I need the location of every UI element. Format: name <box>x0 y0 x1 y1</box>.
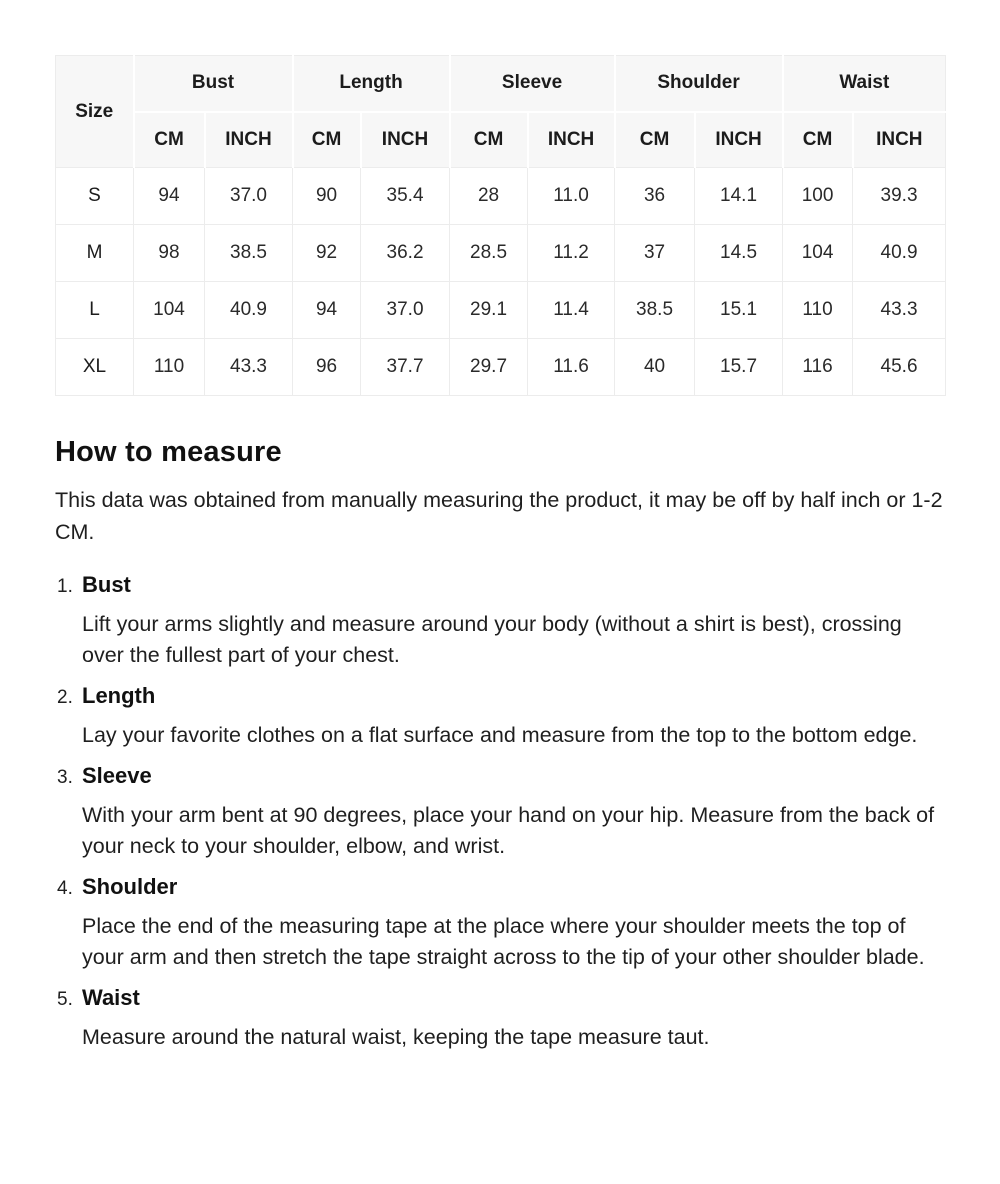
unit-header-shoulder-cm: CM <box>615 112 695 168</box>
measurement-cell: 100 <box>783 168 853 225</box>
measure-intro-text: This data was obtained from manually measuring the product, it may be off by half inch or 1-2 CM. <box>55 488 943 544</box>
measurement-cell: 29.1 <box>450 282 528 339</box>
size-label: M <box>56 225 134 282</box>
measurement-cell: 37 <box>615 225 695 282</box>
unit-header-length-inch: INCH <box>361 112 450 168</box>
column-header-bust: Bust <box>134 56 293 112</box>
measurement-cell: 15.1 <box>695 282 783 339</box>
list-item-shoulder <box>55 874 945 973</box>
size-chart-table <box>55 55 946 396</box>
measurement-cell: 15.7 <box>695 339 783 396</box>
measurement-cell: 28.5 <box>450 225 528 282</box>
measurement-cell: 110 <box>134 339 205 396</box>
list-item-head <box>55 874 945 900</box>
measurement-cell: 90 <box>293 168 361 225</box>
unit-header-bust-cm: CM <box>134 112 205 168</box>
list-item-head <box>55 763 945 789</box>
table-unit-header-row <box>56 112 946 168</box>
section-heading: How to measure <box>55 436 282 468</box>
table-group-header-row <box>56 56 946 112</box>
list-item-description: Measure around the natural waist, keeping the tape measure taut. <box>82 1025 710 1049</box>
measurement-cell: 11.2 <box>528 225 615 282</box>
list-item-term: Waist <box>82 985 140 1010</box>
measurement-cell: 36.2 <box>361 225 450 282</box>
measurement-cell: 37.7 <box>361 339 450 396</box>
measurement-cell: 11.0 <box>528 168 615 225</box>
table-row-size-l <box>56 282 946 339</box>
column-header-waist: Waist <box>783 56 946 112</box>
list-item-number: 2. <box>57 687 73 708</box>
measurement-cell: 35.4 <box>361 168 450 225</box>
list-item-waist <box>55 985 945 1053</box>
list-item-head <box>55 683 945 709</box>
measurement-cell: 92 <box>293 225 361 282</box>
measurement-cell: 37.0 <box>205 168 293 225</box>
list-item-number: 3. <box>57 767 73 788</box>
list-item-sleeve <box>55 763 945 862</box>
size-label: S <box>56 168 134 225</box>
list-item-head <box>55 572 945 598</box>
table-row-size-s <box>56 168 946 225</box>
measure-instructions-list <box>55 572 945 1053</box>
measurement-cell: 29.7 <box>450 339 528 396</box>
unit-header-length-cm: CM <box>293 112 361 168</box>
list-item-term: Length <box>82 683 156 708</box>
table-row-size-m <box>56 225 946 282</box>
list-item-number: 1. <box>57 576 73 597</box>
list-item-description: Place the end of the measuring tape at the place where your shoulder meets the top of your arm and then stretch the tape straight across to the tip of your other shoulder blade. <box>82 914 925 969</box>
measurement-cell: 38.5 <box>615 282 695 339</box>
measurement-cell: 40 <box>615 339 695 396</box>
list-item-number: 4. <box>57 878 73 899</box>
measurement-cell: 40.9 <box>205 282 293 339</box>
list-item-length <box>55 683 945 751</box>
measurement-cell: 43.3 <box>205 339 293 396</box>
unit-header-shoulder-inch: INCH <box>695 112 783 168</box>
measurement-cell: 110 <box>783 282 853 339</box>
list-item-number: 5. <box>57 989 73 1010</box>
column-header-length: Length <box>293 56 450 112</box>
measurement-cell: 104 <box>134 282 205 339</box>
measurement-cell: 11.6 <box>528 339 615 396</box>
size-label: L <box>56 282 134 339</box>
list-item-description: Lift your arms slightly and measure around your body (without a shirt is best), crossing over the fullest part of your chest. <box>82 612 902 667</box>
list-item-term: Shoulder <box>82 874 178 899</box>
unit-header-sleeve-inch: INCH <box>528 112 615 168</box>
unit-header-waist-inch: INCH <box>853 112 946 168</box>
measurement-cell: 98 <box>134 225 205 282</box>
size-label: XL <box>56 339 134 396</box>
measurement-cell: 40.9 <box>853 225 946 282</box>
list-item-description: With your arm bent at 90 degrees, place your hand on your hip. Measure from the back of your neck to your shoulder, elbow, and wrist. <box>82 803 935 858</box>
measurement-cell: 43.3 <box>853 282 946 339</box>
measurement-cell: 45.6 <box>853 339 946 396</box>
column-header-sleeve: Sleeve <box>450 56 615 112</box>
unit-header-bust-inch: INCH <box>205 112 293 168</box>
measurement-cell: 14.1 <box>695 168 783 225</box>
list-item-term: Bust <box>82 572 131 597</box>
measurement-cell: 38.5 <box>205 225 293 282</box>
measurement-cell: 96 <box>293 339 361 396</box>
measurement-cell: 14.5 <box>695 225 783 282</box>
unit-header-sleeve-cm: CM <box>450 112 528 168</box>
unit-header-waist-cm: CM <box>783 112 853 168</box>
measurement-cell: 28 <box>450 168 528 225</box>
measurement-cell: 94 <box>293 282 361 339</box>
measurement-cell: 104 <box>783 225 853 282</box>
measurement-cell: 11.4 <box>528 282 615 339</box>
list-item-bust <box>55 572 945 671</box>
measurement-cell: 94 <box>134 168 205 225</box>
measurement-cell: 116 <box>783 339 853 396</box>
list-item-description: Lay your favorite clothes on a flat surface and measure from the top to the bottom edge. <box>82 723 918 747</box>
measurement-cell: 37.0 <box>361 282 450 339</box>
list-item-term: Sleeve <box>82 763 152 788</box>
column-header-size: Size <box>56 56 134 168</box>
column-header-shoulder: Shoulder <box>615 56 783 112</box>
list-item-head <box>55 985 945 1011</box>
measurement-cell: 39.3 <box>853 168 946 225</box>
measurement-cell: 36 <box>615 168 695 225</box>
table-row-size-xl <box>56 339 946 396</box>
